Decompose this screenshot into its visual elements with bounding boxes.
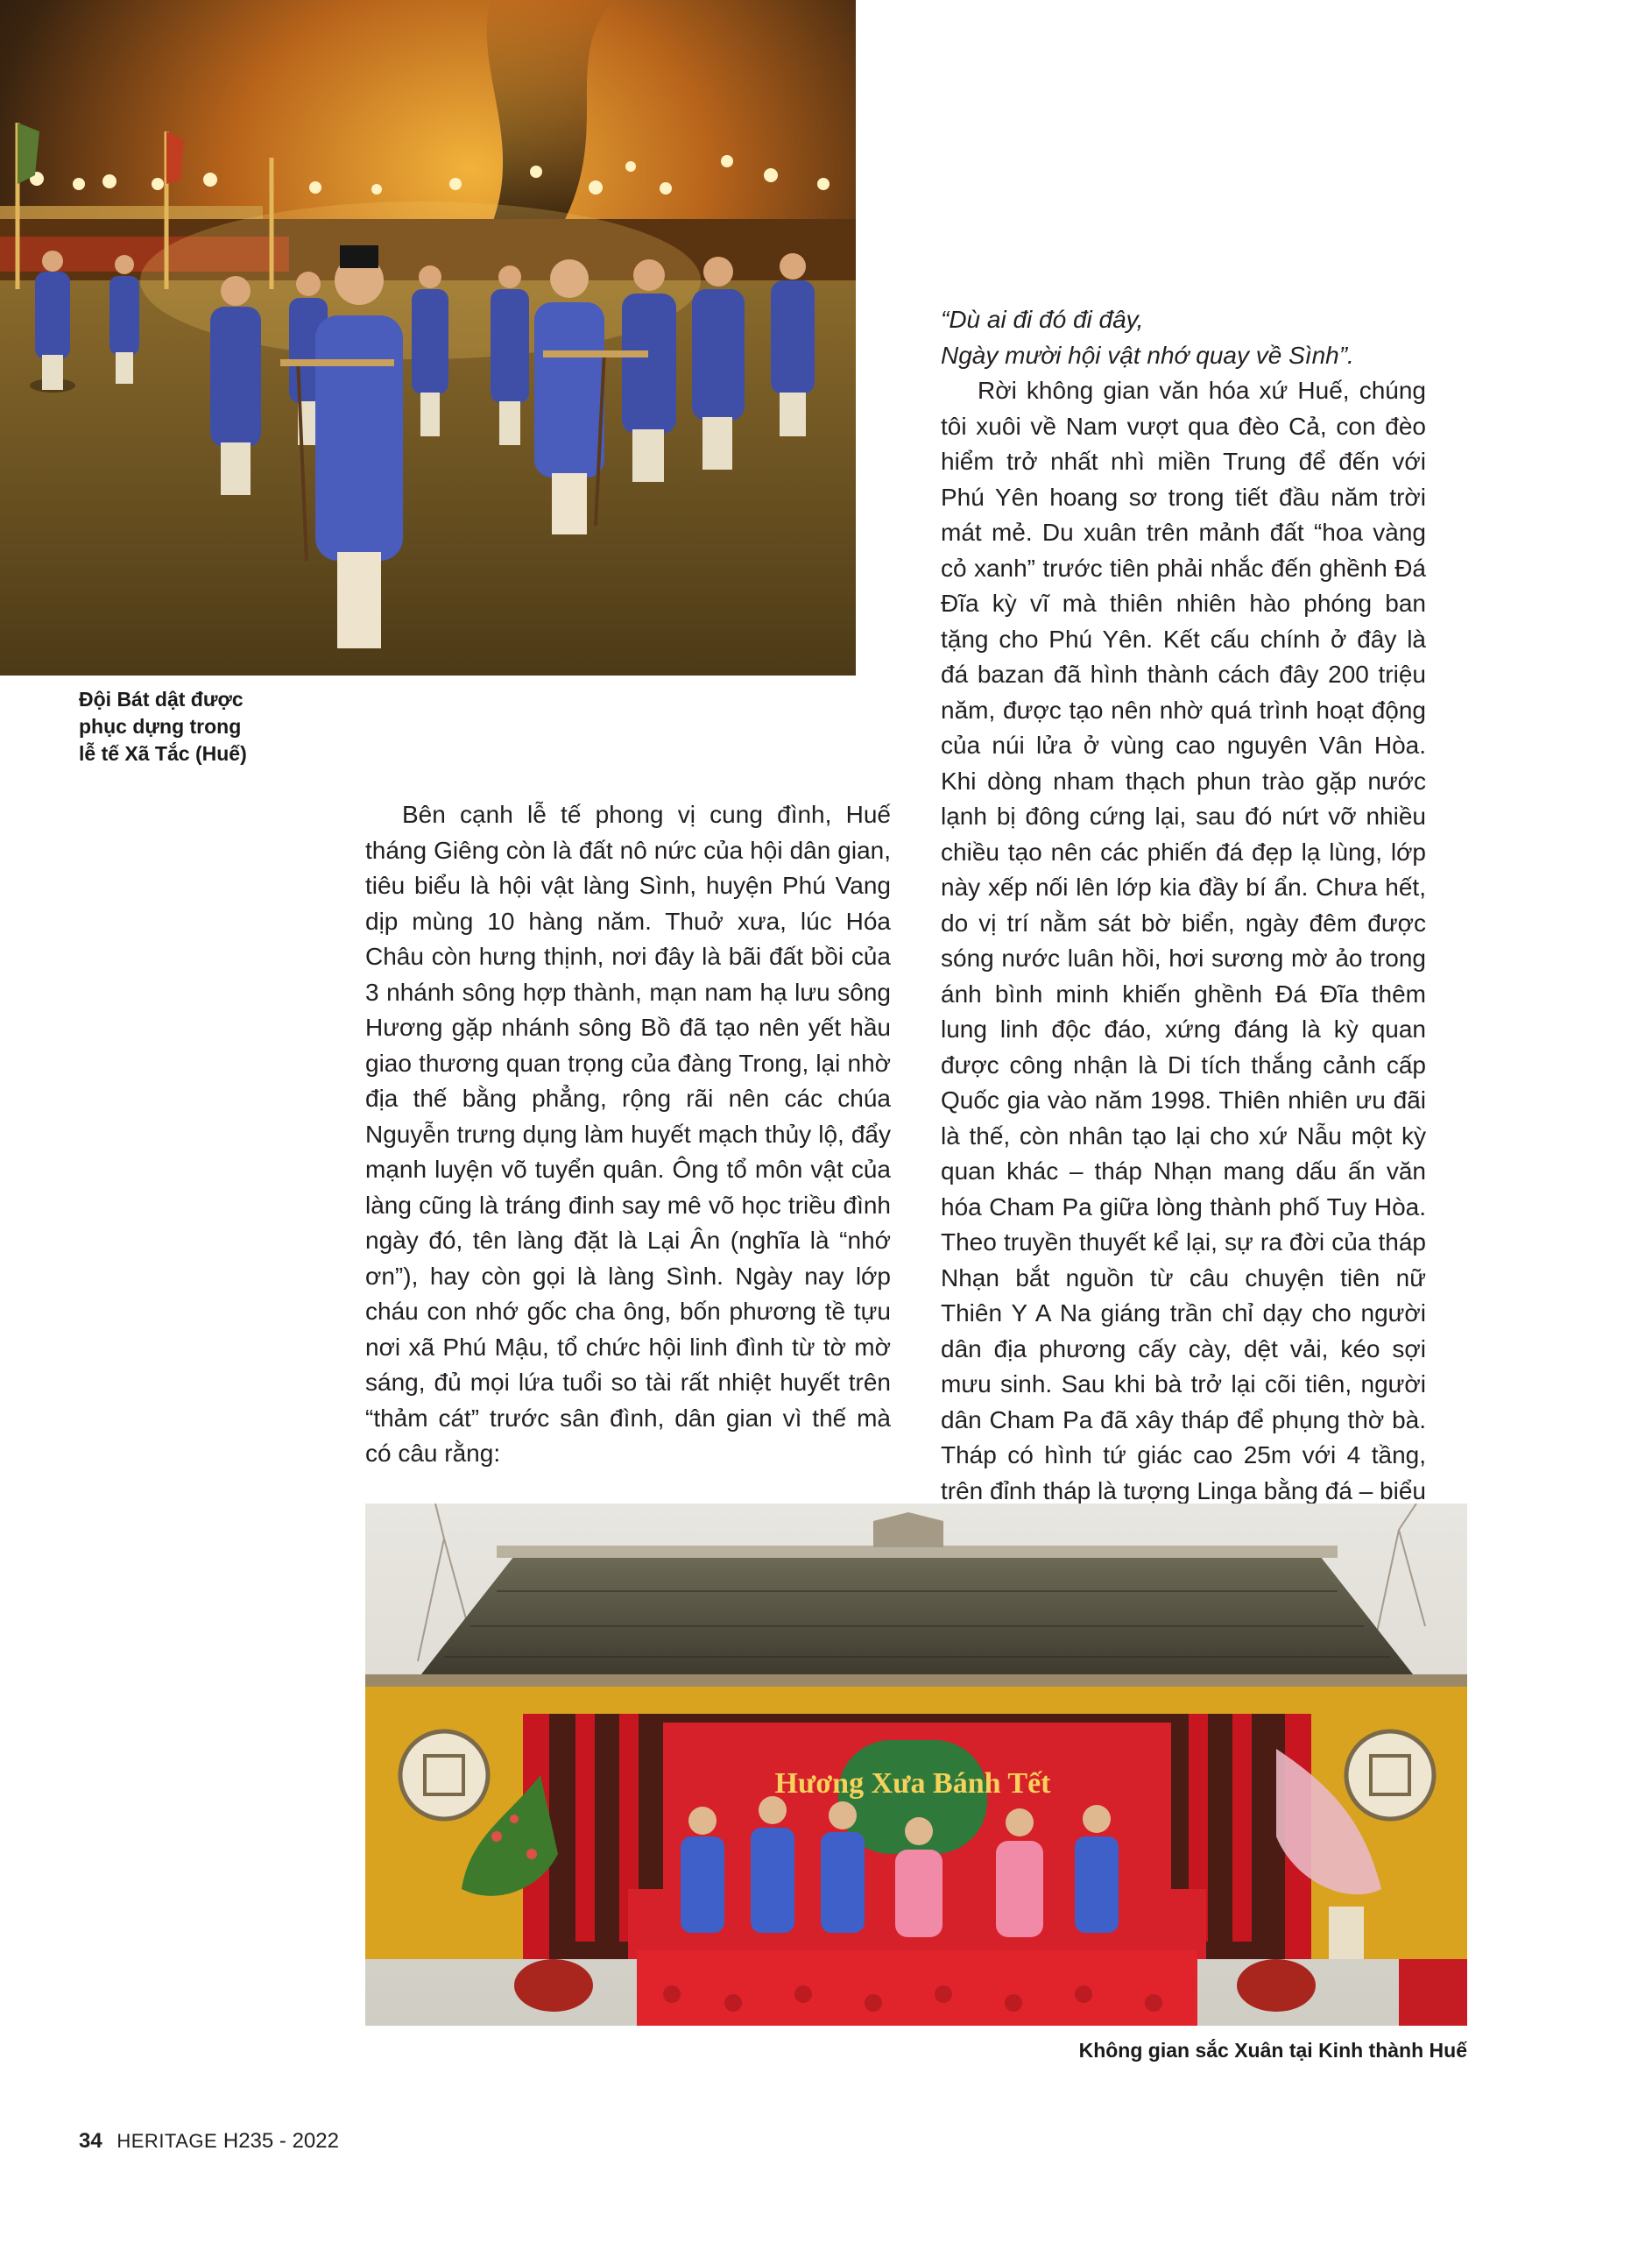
right-column <box>941 302 1426 1616</box>
magazine-name: HERITAGE <box>116 2130 218 2152</box>
left-paragraph: Bên cạnh lễ tế phong vị cung đình, Huế tháng Giêng còn là đất nô nức của hội dân gian, tiêu biểu là hội vật làng Sình, huyện Phú Vang dịp mùng 10 hàng năm. Thuở xưa, lúc Hóa Châu còn hưng thịnh, nơi đây là bãi đất bồi của 3 nhánh sông hợp thành, mạn nam hạ lưu sông Hương gặp nhánh sông Bồ đã tạo nên yết hầu giao thương quan trọng của đàng Trong, lại nhờ địa thế bằng phẳng, rộng rãi nên các chúa Nguyễn trưng dụng làm huyết mạch thủy lộ, đẩy mạnh luyện võ tuyển quân. Ông tổ môn vật của làng cũng là tráng đinh say mê võ học triều đình ngày đó, tên làng đặt là Lại Ân (nghĩa là “nhớ ơn”), hay còn gọi là làng Sình. Ngày nay lớp cháu con nhớ gốc cha ông, bốn phương tề tựu nơi xã Phú Mậu, tổ chức hội linh đình từ tờ mờ sáng, đủ mọi lứa tuổi so tài rất nhiệt huyết trên “thảm cát” trước sân đình, dân gian vì thế mà có câu rằng: <box>365 801 891 1467</box>
bottom-photo <box>365 1504 1467 2026</box>
page-number: 34 <box>79 2129 102 2153</box>
page-footer <box>79 2129 339 2154</box>
top-photo <box>0 0 856 676</box>
banner-text: Hương Xưa Bánh Tết <box>774 1767 1051 1800</box>
bottom-photo-caption: Không gian sắc Xuân tại Kinh thành Huế <box>1078 2039 1467 2062</box>
right-paragraph: Rời không gian văn hóa xứ Huế, chúng tôi xuôi về Nam vượt qua đèo Cả, con đèo hiểm trở nhất nhì miền Trung để đến với Phú Yên hoang sơ trong tiết đầu năm trời mát mẻ. Du xuân trên mảnh đất “hoa vàng cỏ xanh” trước tiên phải nhắc đến ghềnh Đá Đĩa kỳ vĩ mà thiên nhiên hào phóng ban tặng cho Phú Yên. Kết cấu chính ở đây là đá bazan đã hình thành cách đây 200 triệu năm, được tạo nên nhờ quá trình hoạt động của núi lửa ở vùng cao nguyên Vân Hòa. Khi dòng nham thạch phun trào gặp nước lạnh bị đông cứng lại, sau đó nứt vỡ nhiều chiều tạo nên các phiến đá đẹp lạ lùng, lớp này xếp nối lên lớp kia đầy bí ẩn. Chưa hết, do vị trí nằm sát bờ biển, ngày đêm được sóng nước luân hồi, hơi sương mờ ảo trong ánh bình minh khiến ghềnh Đá Đĩa thêm lung linh độc đáo, xứng đáng là kỳ quan được công nhận là Di tích thắng cảnh cấp Quốc gia vào năm 1998. Thiên nhiên ưu đãi là thế, còn nhân tạo lại cho xứ Nẫu một kỳ quan khác – tháp Nhạn mang dấu ấn văn hóa Cham Pa giữa lòng thành phố Tuy Hòa. Theo truyền thuyết kể lại, sự ra đời của tháp Nhạn bắt nguồn từ câu chuyện tiên nữ Thiên Y A Na giáng trần chỉ dạy cho người dân địa phương cấy cày, dệt vải, kéo sợi mưu sinh. Sau khi bà trở lại cõi tiên, người dân Cham Pa đã xây tháp để phụng thờ bà. Tháp có hình tứ giác cao 25m với 4 tầng, trên đỉnh tháp là tượng Linga bằng đá – biểu <box>941 377 1426 1504</box>
quote-line-2: Ngày mười hội vật nhớ quay về Sình”. <box>941 341 1354 369</box>
issue-label: H235 - 2022 <box>222 2129 339 2153</box>
quote-line-1: “Dù ai đi đó đi đây, <box>941 306 1144 333</box>
top-photo-caption: Đội Bát dật được phục dựng trong lễ tế Xã Tắc (Huế) <box>79 688 247 765</box>
left-column <box>365 797 891 1472</box>
